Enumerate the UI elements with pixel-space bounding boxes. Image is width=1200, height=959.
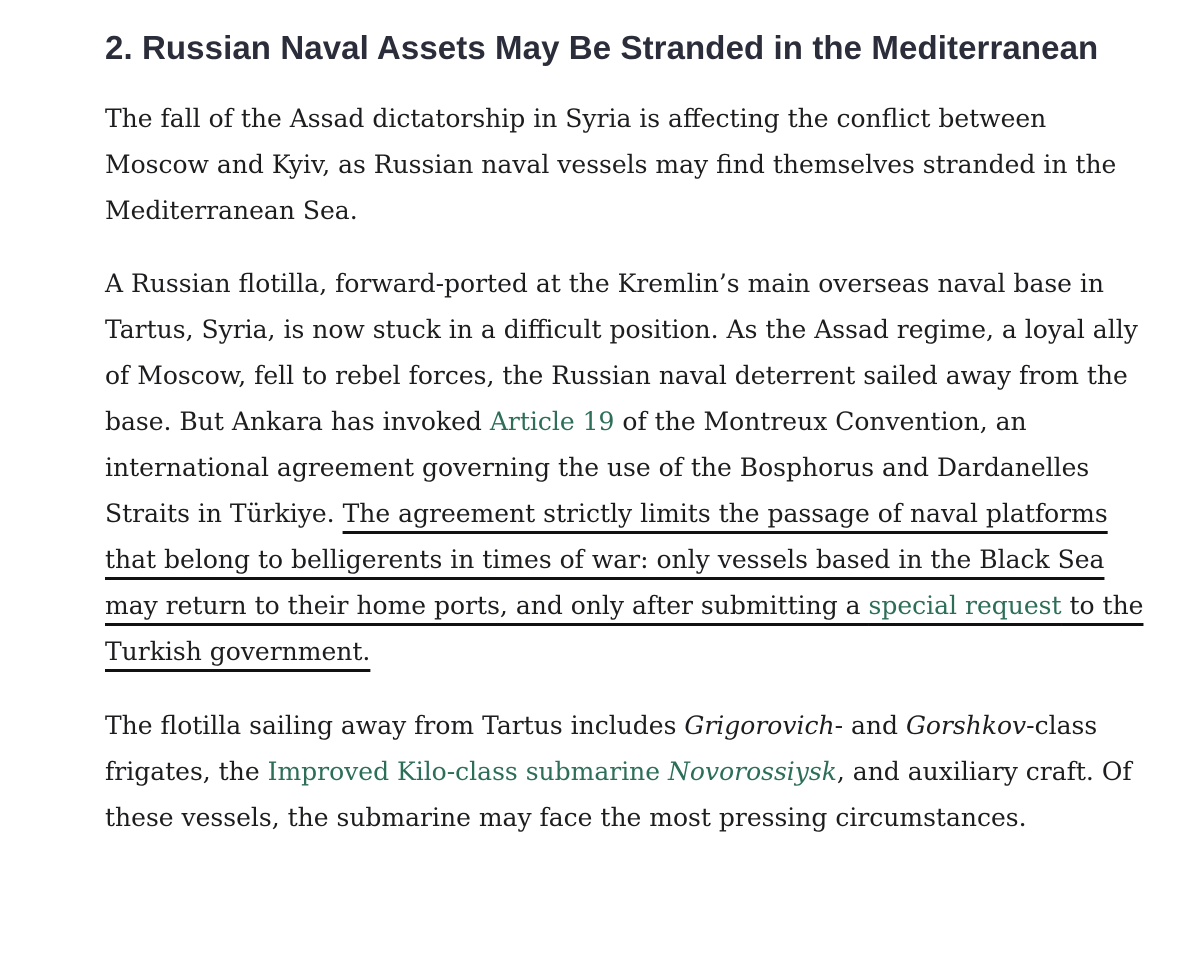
paragraph-3-text-and: - and [834,711,906,740]
paragraph-3-text-class: -class frigates, the [105,711,1098,786]
highlighted-passage-end: to the Turkish government. [105,591,1144,666]
novorossiysk-name: Novorossiysk [668,757,837,786]
paragraph-2 [105,261,1145,675]
article-19-link[interactable]: Article 19 [489,407,615,436]
article-body [105,26,1145,841]
kilo-submarine-link-text: Improved Kilo-class submarine [267,757,669,786]
kilo-submarine-link[interactable] [268,757,837,786]
paragraph-3-text-start: The flotilla sailing away from Tartus includes [105,711,685,740]
section-heading: 2. Russian Naval Assets May Be Stranded in the Mediterranean [105,29,1099,66]
paragraph-1: The fall of the Assad dictatorship in Syria is affecting the conflict between Moscow and Kyiv, as Russian naval vessels may find themselves stranded in the Mediterranean Sea. [105,104,1117,225]
paragraph-3 [105,703,1145,841]
paragraph-2-text-after-link: of the Montreux Convention, an international agreement governing the use of the Bosphorus and Dardanelles Straits in Türkiye. [105,407,1090,528]
highlighted-passage-start: The agreement strictly limits the passage of naval platforms that belong to belligerents in times of war: only vessels based in the Black Sea may return to their home ports, and only after submitting a [105,499,1108,620]
paragraph-2-text-before-link: A Russian flotilla, forward-ported at the Kremlin’s main overseas naval base in Tartus, Syria, is now stuck in a difficult position. As the Assad regime, a loyal ally of Moscow, fell to rebel forces, the Russian naval deterrent sailed away from the base. But Ankara has invoked [105,269,1138,436]
gorshkov-class-name: Gorshkov [905,711,1027,740]
paragraph-3-text-end: , and auxiliary craft. Of these vessels, the submarine may face the most pressing circumstances. [105,757,1132,832]
grigorovich-class-name: Grigorovich [684,711,835,740]
special-request-link[interactable]: special request [868,591,1062,620]
